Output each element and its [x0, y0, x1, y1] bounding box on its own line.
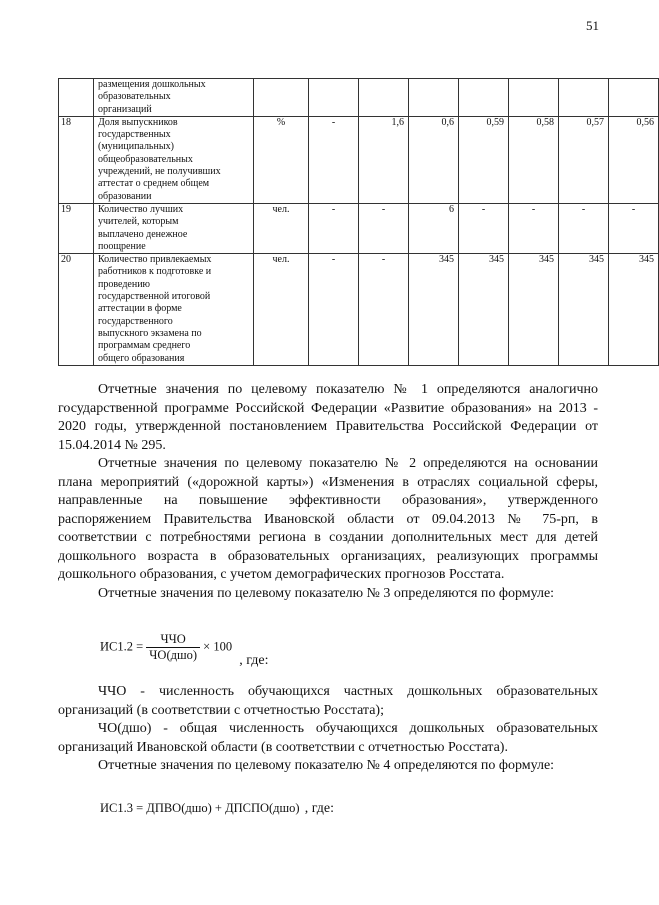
- value-cell: [409, 79, 459, 117]
- value-cell: -: [309, 254, 359, 366]
- value-cell: [609, 79, 659, 117]
- row-number-cell: 20: [59, 254, 94, 366]
- value-cell: -: [359, 203, 409, 253]
- value-cell: 0,58: [509, 116, 559, 203]
- value-cell: 345: [459, 254, 509, 366]
- value-cell: -: [459, 203, 509, 253]
- value-cell: 0,57: [559, 116, 609, 203]
- value-cell: 345: [559, 254, 609, 366]
- value-cell: [309, 79, 359, 117]
- formula-expression: ИС1.3 = ДПВО(дшо) + ДПСПО(дшо): [100, 801, 300, 815]
- paragraph-indicator-1: Отчетные значения по целевому показателю № 1 определяются аналогично государственной программе Российской Федерации «Развитие образования» на 2013 - 2020 годы, утвержденной постановлением Правительства Российской Федерации от 15.04.2014 № 295.: [58, 382, 598, 453]
- paragraph-indicator-2: Отчетные значения по целевому показателю № 2 определяются на основании плана мероприятий («дорожной карты») «Изменения в отраслях социальной сферы, направленные на повышение эффективности образования», утвержденного распоряжением Правительства Ивановской области от 09.04.2013 № 75-рп, в соответствии с потребностями региона в создании дополнительных мест для детей дошкольного возраста в образовательных организациях, реализующих программы дошкольного образования, с учетом демографических прогнозов Росстата.: [58, 456, 598, 582]
- body-text: [58, 381, 598, 603]
- paragraph-indicator-3-intro: Отчетные значения по целевому показателю № 3 определяются по формуле:: [98, 585, 555, 601]
- formula-numerator: ЧЧО: [146, 632, 200, 648]
- value-cell: 345: [409, 254, 459, 366]
- formula-lhs: ИС1.2 =: [100, 639, 144, 654]
- value-cell: [559, 79, 609, 117]
- value-cell: -: [509, 203, 559, 253]
- paragraph-indicator-4-intro: Отчетные значения по целевому показателю № 4 определяются по формуле:: [98, 758, 555, 773]
- row-number-cell: 18: [59, 116, 94, 203]
- table-row: [59, 203, 659, 253]
- value-cell: -: [309, 203, 359, 253]
- indicators-table: [58, 78, 659, 366]
- value-cell: -: [309, 116, 359, 203]
- indicator-name-cell: Количество привлекаемых работников к подготовке и проведению государственной итоговой аттестации в форме государственного выпускного экзамена по программам среднего общего образования: [94, 254, 254, 366]
- value-cell: 6: [409, 203, 459, 253]
- unit-cell: чел.: [254, 254, 309, 366]
- value-cell: 0,6: [409, 116, 459, 203]
- value-cell: 0,56: [609, 116, 659, 203]
- value-cell: 345: [609, 254, 659, 366]
- value-cell: [459, 79, 509, 117]
- row-number-cell: [59, 79, 94, 117]
- formula-fraction: [146, 632, 200, 663]
- value-cell: [509, 79, 559, 117]
- value-cell: 0,59: [459, 116, 509, 203]
- indicator-name-cell: размещения дошкольных образовательных организаций: [94, 79, 254, 117]
- unit-cell: %: [254, 116, 309, 203]
- value-cell: -: [609, 203, 659, 253]
- indicator-name-cell: Количество лучших учителей, которым выплачено денежное поощрение: [94, 203, 254, 253]
- value-cell: 345: [509, 254, 559, 366]
- indicator-name-cell: Доля выпускников государственных (муниципальных) общеобразовательных учреждений, не получивших аттестат о среднем общем образовании: [94, 116, 254, 203]
- formula-suffix: , где:: [239, 653, 269, 669]
- table-row: [59, 116, 659, 203]
- body-text-definitions: [58, 683, 598, 776]
- formula-is-1-2: [100, 632, 269, 669]
- table-row: [59, 79, 659, 117]
- formula-denominator: ЧО(дшо): [149, 648, 198, 662]
- unit-cell: [254, 79, 309, 117]
- formula-multiplier: × 100: [203, 639, 233, 654]
- value-cell: -: [359, 254, 409, 366]
- table-row: [59, 254, 659, 366]
- value-cell: 1,6: [359, 116, 409, 203]
- value-cell: -: [559, 203, 609, 253]
- formula-suffix: , где:: [304, 801, 334, 816]
- row-number-cell: 19: [59, 203, 94, 253]
- value-cell: [359, 79, 409, 117]
- unit-cell: чел.: [254, 203, 309, 253]
- definition-chcho: ЧЧО - численность обучающихся частных дошкольных образовательных организаций (в соответствии с отчетностью Росстата);: [58, 684, 598, 718]
- definition-cho-dsho: ЧО(дшо) - общая численность обучающихся дошкольных образовательных организаций Ивановской области (в соответствии с отчетностью Росстата).: [58, 721, 598, 755]
- formula-is-1-3: [100, 801, 334, 817]
- page-number: 51: [586, 18, 599, 33]
